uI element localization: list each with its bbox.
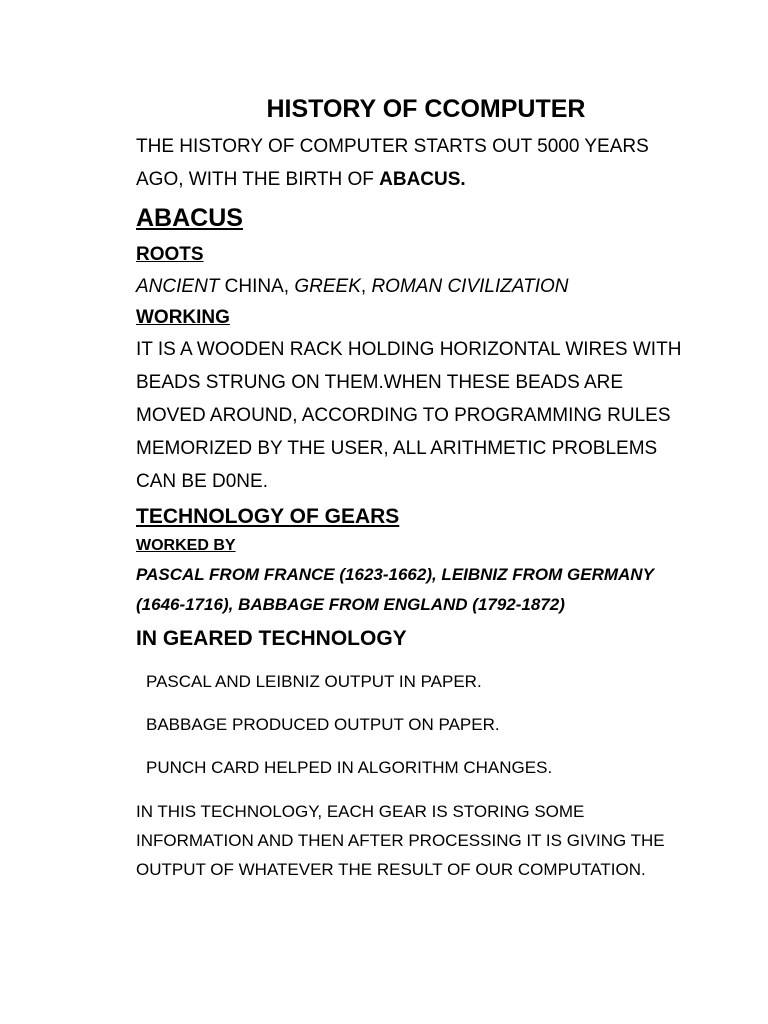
- intro-text: THE HISTORY OF COMPUTER STARTS OUT 5000 YEARS AGO, WITH THE BIRTH OF: [136, 136, 649, 190]
- roots-separator: ,: [360, 276, 372, 297]
- list-item: PUNCH CARD HELPED IN ALGORITHM CHANGES.: [146, 758, 553, 777]
- worked-by-heading: WORKED BY: [136, 537, 236, 554]
- roots-roman: ROMAN CIVILIZATION: [371, 276, 569, 297]
- document-body: [136, 95, 696, 884]
- roots-heading: ROOTS: [136, 244, 204, 265]
- roots-paragraph: [136, 270, 696, 303]
- working-heading: WORKING: [136, 307, 230, 328]
- gears-heading: TECHNOLOGY OF GEARS: [136, 505, 400, 528]
- intro-bold-abacus: ABACUS.: [379, 169, 466, 190]
- abacus-heading: ABACUS: [136, 204, 243, 232]
- roots-china: CHINA,: [219, 276, 295, 297]
- page-title: HISTORY OF CCOMPUTER: [266, 95, 586, 123]
- intro-paragraph: [136, 130, 696, 196]
- worked-by-paragraph: PASCAL FROM FRANCE (1623-1662), LEIBNIZ FROM GERMANY (1646-1716), BABBAGE FROM ENGLAND (1792-1872): [136, 565, 654, 614]
- geared-technology-heading: IN GEARED TECHNOLOGY: [136, 627, 407, 650]
- list-item: PASCAL AND LEIBNIZ OUTPUT IN PAPER.: [146, 672, 482, 691]
- roots-ancient: ANCIENT: [136, 276, 220, 297]
- closing-paragraph: IN THIS TECHNOLOGY, EACH GEAR IS STORING SOME INFORMATION AND THEN AFTER PROCESSING IT IS GIVING THE OUTPUT OF WHATEVER THE RESULT OF OUR COMPUTATION.: [136, 802, 665, 879]
- list-item: BABBAGE PRODUCED OUTPUT ON PAPER.: [146, 715, 500, 734]
- working-paragraph: IT IS A WOODEN RACK HOLDING HORIZONTAL WIRES WITH BEADS STRUNG ON THEM.WHEN THESE BEADS ARE MOVED AROUND, ACCORDING TO PROGRAMMING RULES MEMORIZED BY THE USER, ALL ARITHMETIC PROBLEMS CAN BE D0NE.: [136, 339, 682, 492]
- roots-greek: GREEK: [294, 276, 361, 297]
